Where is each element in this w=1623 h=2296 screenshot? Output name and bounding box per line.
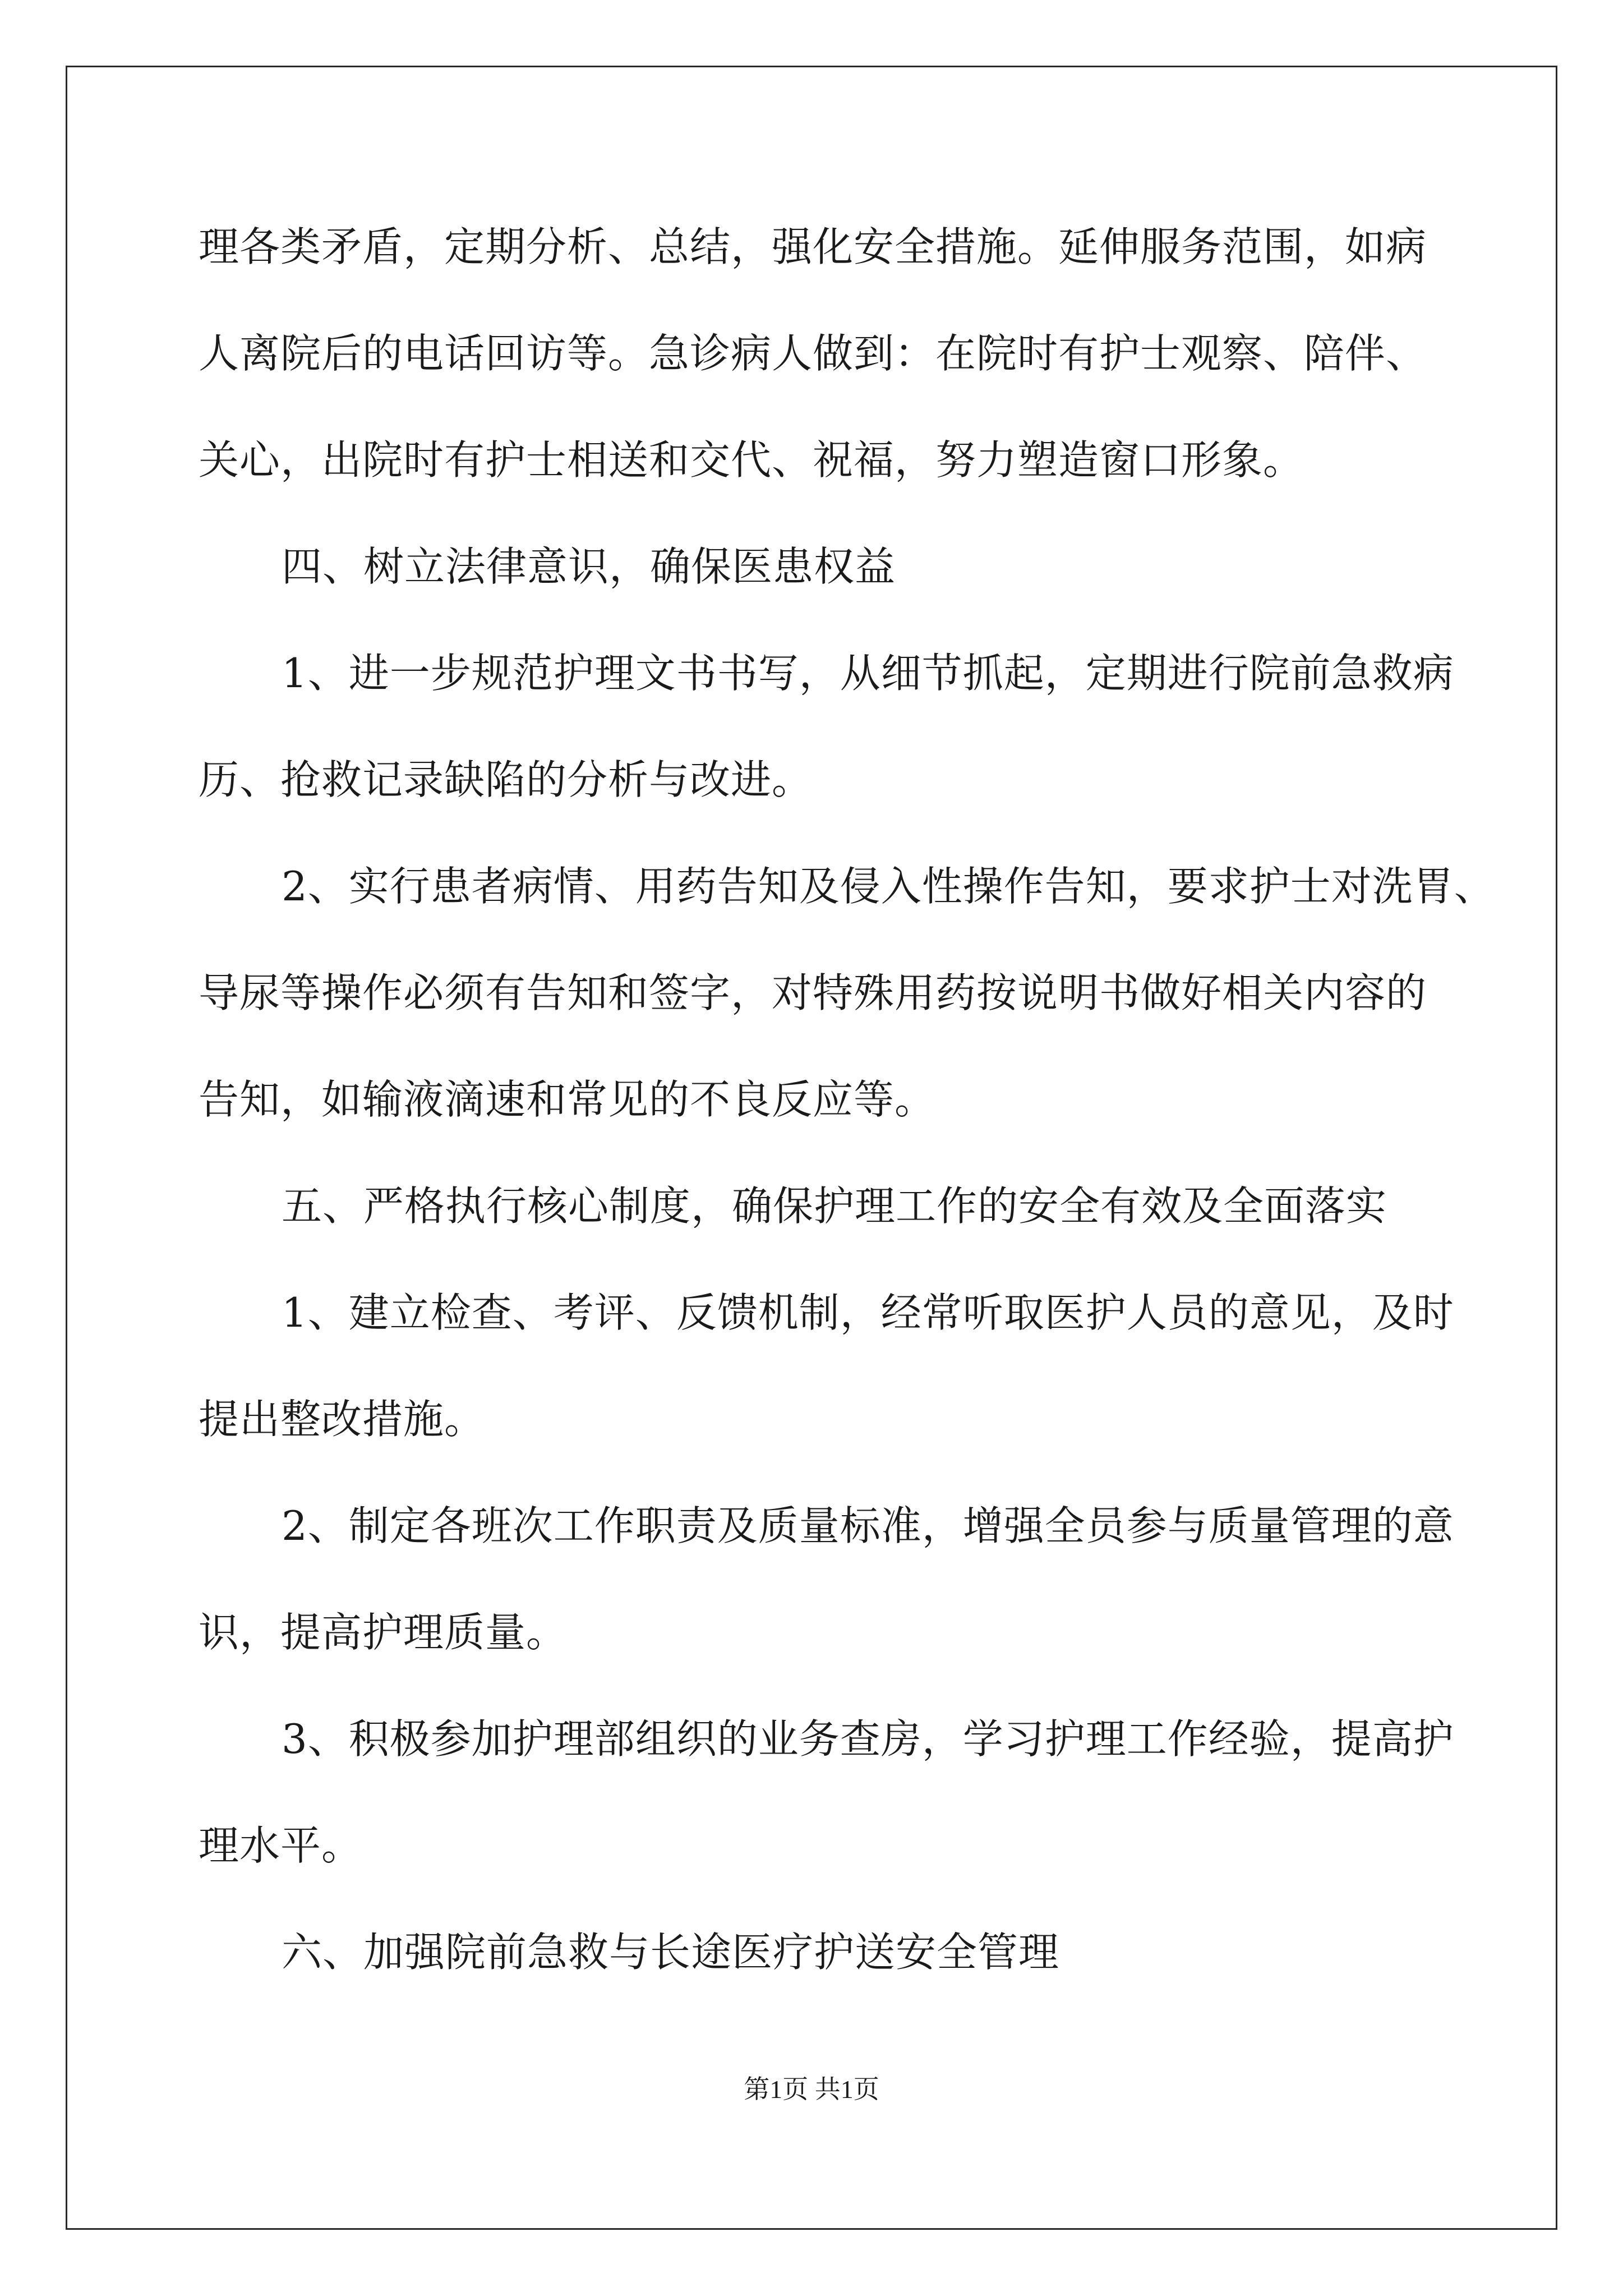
- text-line: 关心，出院时有护士相送和交代、祝福，努力塑造窗口形象。: [199, 436, 1304, 484]
- text-line: 人离院后的电话回访等。急诊病人做到：在院时有护士观察、陪伴、: [199, 330, 1427, 377]
- text-line: 1、进一步规范护理文书书写，从细节抓起，定期进行院前急救病: [282, 650, 1454, 697]
- text-line: 识，提高护理质量。: [199, 1609, 568, 1656]
- text-line: 导尿等操作必须有告知和签字，对特殊用药按说明书做好相关内容的: [199, 969, 1427, 1016]
- text-line: 理水平。: [199, 1822, 363, 1869]
- section-heading: 五、严格执行核心制度，确保护理工作的安全有效及全面落实: [282, 1182, 1387, 1230]
- text-line: 提出整改措施。: [199, 1396, 486, 1443]
- text-line: 1、建立检查、考评、反馈机制，经常听取医护人员的意见，及时: [282, 1289, 1454, 1336]
- page-border: [66, 66, 1557, 2230]
- text-line: 理各类矛盾，定期分析、总结，强化安全措施。延伸服务范围，如病: [199, 223, 1427, 270]
- text-line: 2、实行患者病情、用药告知及侵入性操作告知，要求护士对洗胃、: [282, 863, 1495, 910]
- text-line: 3、积极参加护理部组织的业务查房，学习护理工作经验，提高护: [282, 1715, 1454, 1763]
- section-heading: 四、树立法律意识，确保医患权益: [282, 543, 896, 590]
- text-line: 历、抢救记录缺陷的分析与改进。: [199, 756, 813, 803]
- page-footer: 第1页 共1页: [744, 2075, 879, 2104]
- text-line: 2、制定各班次工作职责及质量标准，增强全员参与质量管理的意: [282, 1502, 1454, 1549]
- text-line: 告知，如输液滴速和常见的不良反应等。: [199, 1076, 936, 1123]
- section-heading: 六、加强院前急救与长途医疗护送安全管理: [282, 1929, 1060, 1976]
